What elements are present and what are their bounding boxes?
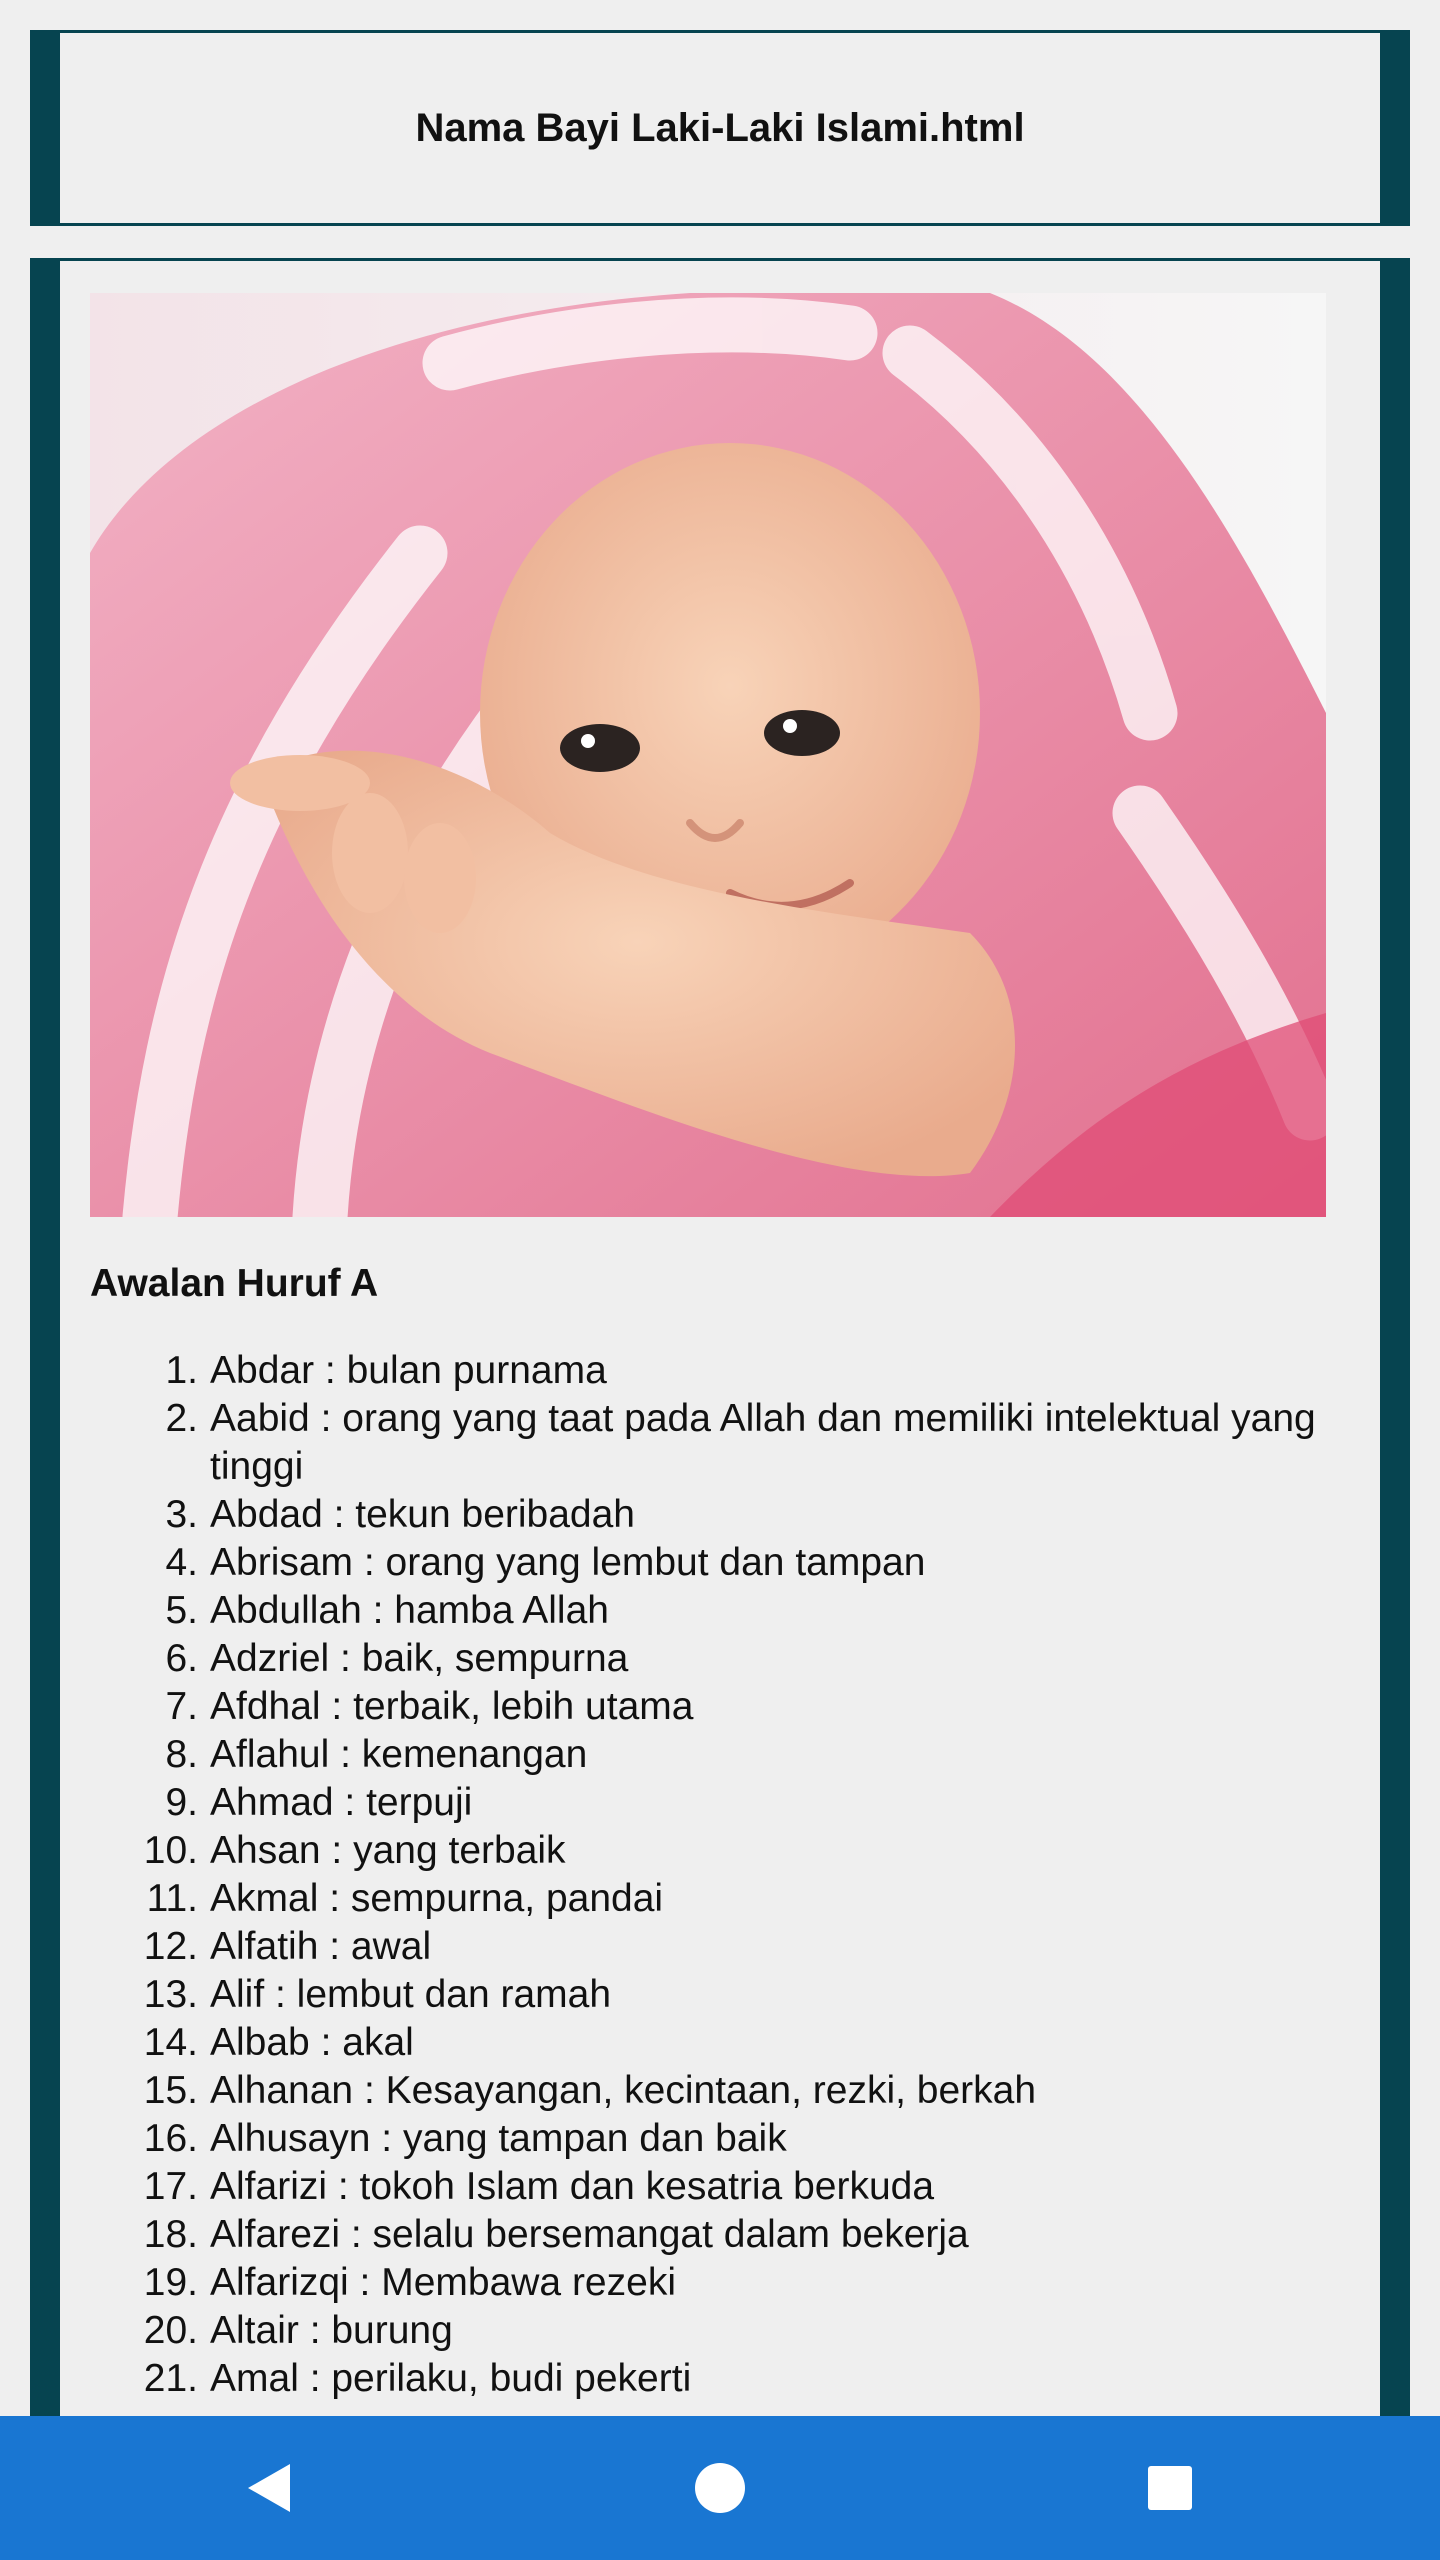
list-item: 16. Alhusayn : yang tampan dan baik — [143, 2117, 787, 2160]
list-item: 17. Alfarizi : tokoh Islam dan kesatria berkuda — [143, 2165, 935, 2208]
recents-button[interactable] — [1090, 2416, 1250, 2560]
list-item: 8. Aflahul : kemenangan — [165, 1733, 588, 1776]
list-item: 1. Abdar : bulan purnama — [165, 1349, 607, 1392]
list-item: 3. Abdad : tekun beribadah — [165, 1493, 636, 1536]
article-content — [30, 258, 1410, 2560]
list-item: 11. Akmal : sempurna, pandai — [146, 1877, 664, 1920]
back-triangle-icon — [242, 2460, 298, 2516]
list-item: 9. Ahmad : terpuji — [165, 1781, 473, 1824]
list-item: 10. Ahsan : yang terbaik — [143, 1829, 566, 1872]
home-circle-icon — [692, 2460, 748, 2516]
recents-square-icon — [1144, 2462, 1196, 2514]
page-title: Nama Bayi Laki-Laki Islami.html — [415, 105, 1025, 150]
home-button[interactable] — [640, 2416, 800, 2560]
list-item: 13. Alif : lembut dan ramah — [143, 1973, 612, 2016]
name-list — [143, 1347, 1350, 2403]
list-item: 14. Albab : akal — [143, 2021, 414, 2064]
section-heading: Awalan Huruf A — [90, 1262, 379, 1305]
list-item: 4. Abrisam : orang yang lembut dan tampan — [165, 1541, 926, 1584]
back-button[interactable] — [190, 2416, 350, 2560]
list-item: 19. Alfarizqi : Membawa rezeki — [143, 2261, 676, 2304]
list-item: 7. Afdhal : terbaik, lebih utama — [165, 1685, 694, 1728]
title-box — [30, 30, 1410, 226]
list-item: 20. Altair : burung — [143, 2309, 453, 2352]
list-item: 12. Alfatih : awal — [143, 1925, 432, 1968]
baby-photo — [90, 293, 1326, 1217]
list-item: 18. Alfarezi : selalu bersemangat dalam bekerja — [143, 2213, 969, 2256]
list-item: 6. Adzriel : baik, sempurna — [165, 1637, 629, 1680]
system-navigation-bar — [0, 2416, 1440, 2560]
list-item: 5. Abdullah : hamba Allah — [165, 1589, 609, 1632]
list-item: 15. Alhanan : Kesayangan, kecintaan, rezki, berkah — [143, 2069, 1037, 2112]
list-item: 2. Aabid : orang yang taat pada Allah dan memiliki intelektual yang tinggi — [165, 1397, 1316, 1488]
list-item: 21. Amal : perilaku, budi pekerti — [143, 2357, 692, 2400]
